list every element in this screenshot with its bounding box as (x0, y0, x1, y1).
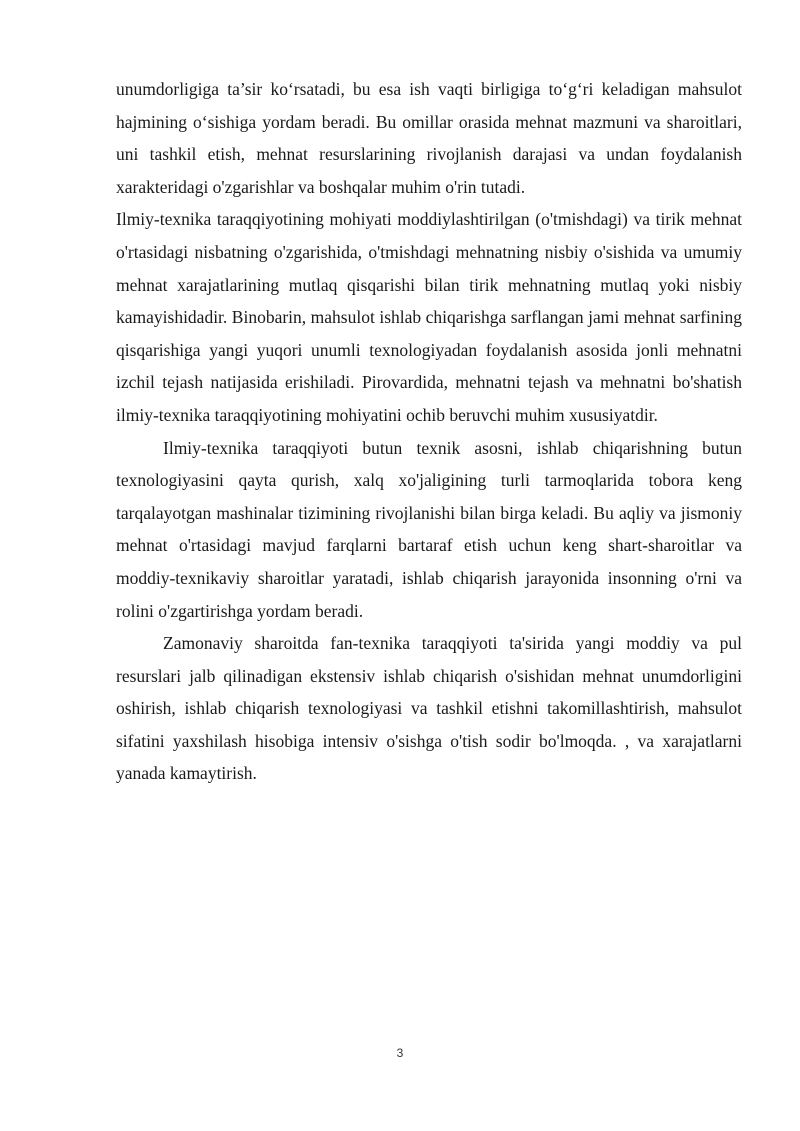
paragraph-continuation: unumdorligiga ta’sir ko‘rsatadi, bu esa ish vaqti birligiga to‘g‘ri keladigan mahsulot hajmining o‘sishiga yordam beradi. Bu omillar orasida mehnat mazmuni va sharoitlari, uni tashkil etish, mehnat resurslarining rivojlanish darajasi va undan foydalanish xarakteridagi o'zgarishlar va boshqalar muhim o'rin tutadi. (116, 79, 742, 197)
page-number: 3 (396, 1046, 404, 1060)
document-body (116, 73, 742, 790)
paragraph-essence: Ilmiy-texnika taraqqiyotining mohiyati moddiylashtirilgan (o'tmishdagi) va tirik mehnat o'rtasidagi nisbatning o'zgarishida, o'tmishdagi mehnatning nisbiy o'sishida va umumiy mehnat xarajatlarining mutlaq qisqarishi bilan tirik mehnatning mutlaq yoki nisbiy kamayishidadir. Binobarin, mahsulot ishlab chiqarishga sarflangan jami mehnat sarfining qisqarishiga yangi yuqori unumli texnologiyadan foydalanish asosida jonli mehnatni izchil tejash natijasida erishiladi. Pirovardida, mehnatni tejash va mehnatni bo'shatish ilmiy-texnika taraqqiyotining mohiyatini ochib beruvchi muhim xususiyatdir. (116, 209, 742, 425)
paragraph-technical-base: Ilmiy-texnika taraqqiyoti butun texnik asosni, ishlab chiqarishning butun texnologiyasini qayta qurish, xalq xo'jaligining turli tarmoqlarida tobora keng tarqalayotgan mashinalar tizimining rivojlanishi bilan birga keladi. Bu aqliy va jismoniy mehnat o'rtasidagi mavjud farqlarni bartaraf etish uchun keng shart-sharoitlar va moddiy-texnikaviy sharoitlar yaratadi, ishlab chiqarish jarayonida insonning o'rni va rolini o'zgartirishga yordam beradi. (116, 437, 742, 621)
paragraph-modern-conditions: Zamonaviy sharoitda fan-texnika taraqqiyoti ta'sirida yangi moddiy va pul resurslari jalb qilinadigan ekstensiv ishlab chiqarish o'sishidan mehnat unumdorligini oshirish, ishlab chiqarish texnologiyasi va tashkil etishni takomillashtirish, mahsulot sifatini yaxshilash hisobiga intensiv o'sishga o'tish sodir bo'lmoqda. , va xarajatlarni yanada kamaytirish. (116, 633, 742, 784)
